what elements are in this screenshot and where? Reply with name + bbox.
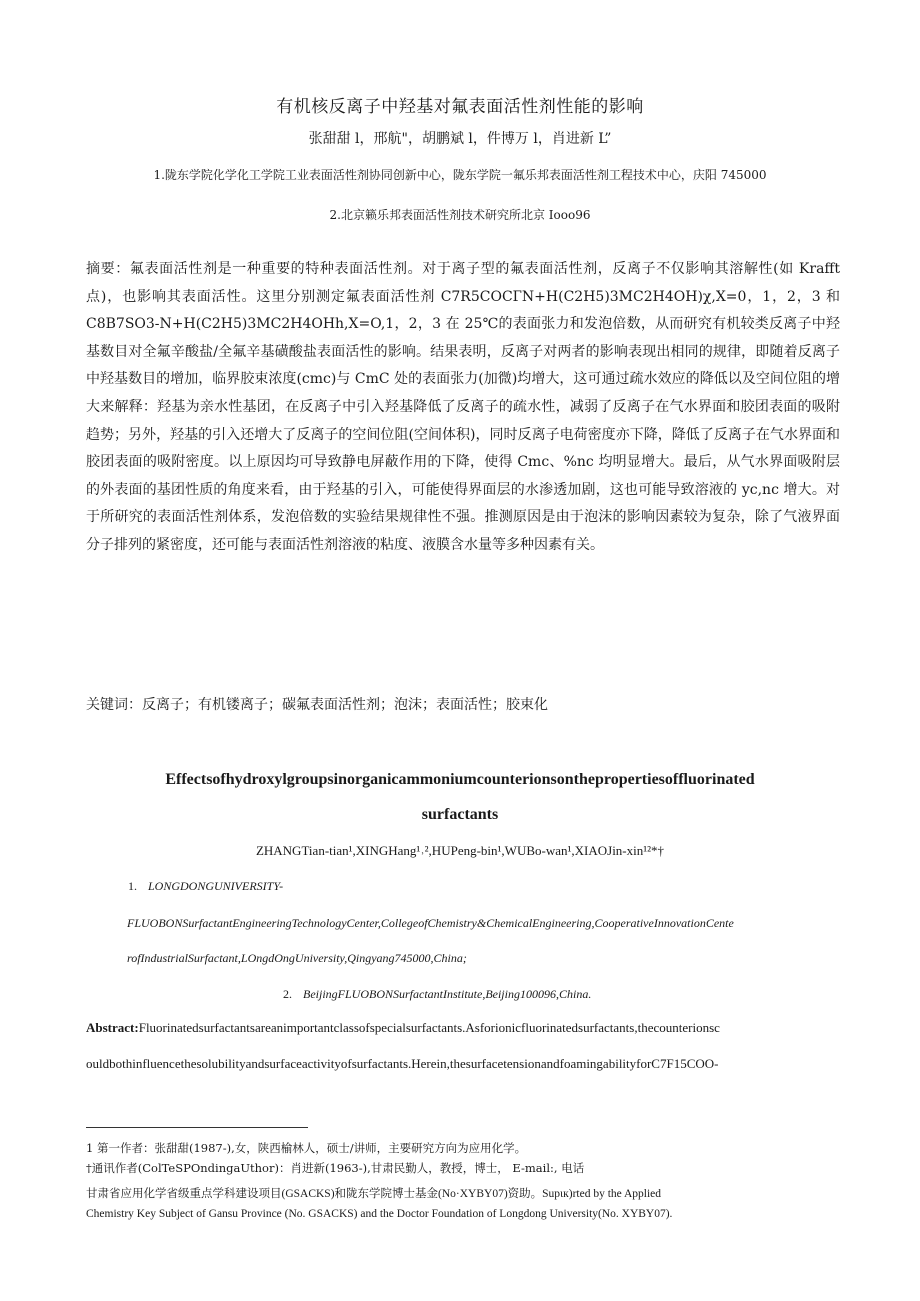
footnote-funding-2: Chemistry Key Subject of Gansu Province (No. GSACKS) and the Doctor Foundation of Longdong University(No. XYBY07).: [86, 1208, 673, 1220]
footnote-corresponding-author: †通讯作者(ColTeSPOndingaUthor)：肖进新(1963-),甘肃民勤人，教授，博士， E-mail:, 电话: [86, 1161, 585, 1175]
english-title-line-2: surfactants: [421, 806, 499, 823]
english-affiliation-1-line-2: FLUOBONSurfactantEngineeringTechnologyCenter,CollegeofChemistry&ChemicalEngineering,CooperativeInnovationCente: [127, 916, 734, 930]
english-title-line-1: Effectsofhydroxylgroupsinorganicammoniumcounterionsonthepropertiesoffluorinated: [165, 771, 755, 788]
english-affiliation-1-number: 1.: [128, 879, 137, 893]
english-affiliation-2-number: 2.: [283, 987, 292, 1001]
chinese-affiliation-2: 2.北京籁乐邦表面活性剂技术研究所北京 Iooo96: [329, 208, 591, 222]
english-abstract-text-1: Fluorinatedsurfactantsareanimportantclassofspecialsurfactants.Asforionicfluorinatedsurfactants,thecounterionsc: [138, 1020, 720, 1035]
chinese-title: 有机核反离子中羟基对氟表面活性剂性能的影响: [276, 97, 644, 117]
chinese-abstract: 摘要：氟表面活性剂是一种重要的特种表面活性剂。对于离子型的氟表面活性剂，反离子不仅影响其溶解性(如 Krafft 点)，也影响其表面活性。这里分别测定氟表面活性剂 C7R5COCГN+H(C2H5)3MC2H4OH)χ,X=0，1，2，3 和 C8B7SO3-N+H(C2H5)3MC2H4OHh,X=O,1，2，3 在 25℃的表面张力和发泡倍数，从而研究有机较类反离子中羟基数目对全氟辛酸盐/全氟辛基磺酸盐表面活性的影响。结果表明，反离子对两者的影响表现出相同的规律，即随着反离子中羟基数目的增加，临界胶束浓度(cmc)与 CmC 处的表面张力(加微)均增大，这可通过疏水效应的降低以及空间位阻的增大来解释：羟基为亲水性基团，在反离子中引入羟基降低了反离子的疏水性，减弱了反离子在气水界面和胶团表面的吸附趋势；另外，羟基的引入还增大了反离子的空间位阻(空间体积)，同时反离子电荷密度亦下降，降低了反离子在气水界面和胶团表面的吸附密度。以上原因均可导致静电屏蔽作用的下降，使得 Cmc、%nc 均明显增大。最后，从气水界面吸附层的外表面的基团性质的角度来看，由于羟基的引入，可能使得界面层的水渗透加剧，这也可能导致溶液的 yc,nc 增大。对于所研究的表面活性剂体系，发泡倍数的实验结果规律性不强。推测原因是由于泡沫的影响因素较为复杂，除了气液界面分子排列的紧密度，还可能与表面活性剂溶液的粘度、液膜含水量等多种因素有关。: [86, 261, 840, 553]
english-affiliation-2: BeijingFLUOBONSurfactantInstitute,Beijing100096,China.: [303, 987, 592, 1001]
chinese-keywords: 关键词：反离子；有机镂离子；碳氟表面活性剂；泡沫；表面活性；胶束化: [86, 697, 548, 713]
english-authors: ZHANGTian-tian¹,XINGHang¹˒²,HUPeng-bin¹,WUBo-wan¹,XIAOJin-xin¹²*†: [255, 843, 665, 858]
footnote-separator: [86, 1127, 308, 1128]
english-affiliation-1-line-3: rofIndustrialSurfactant,LOngdOngUniversity,Qingyang745000,China;: [127, 951, 467, 965]
footnote-funding-1: 甘肃省应用化学省级重点学科建设项目(GSACKS)和陇东学院博士基金(No·XYBY07)资助。Supιк)rted by the Applied: [86, 1188, 662, 1200]
english-abstract-line-2: ouldbothinfluencethesolubilityandsurfaceactivityofsurfactants.Herein,thesurfacetensionandfoamingabilityforC7F15COO-: [86, 1056, 719, 1071]
english-abstract-label: Abstract:: [86, 1020, 139, 1035]
chinese-authors: 张甜甜 l，邢航"，胡鹏斌 l，件博万 l，肖进新 L”: [308, 131, 612, 147]
english-abstract-line-1: [86, 1020, 720, 1036]
english-affiliation-1-line-1: LONGDONGUNIVERSITY-: [148, 879, 284, 893]
chinese-affiliation-1: 1.陇东学院化学化工学院工业表面活性剂协同创新中心，陇东学院一氟乐邦表面活性剂工程技术中心，庆阳 745000: [153, 168, 767, 182]
footnote-first-author: 1 第一作者：张甜甜(1987-),女，陕西榆林人，硕士/讲师，主要研究方向为应用化学。: [86, 1141, 527, 1155]
